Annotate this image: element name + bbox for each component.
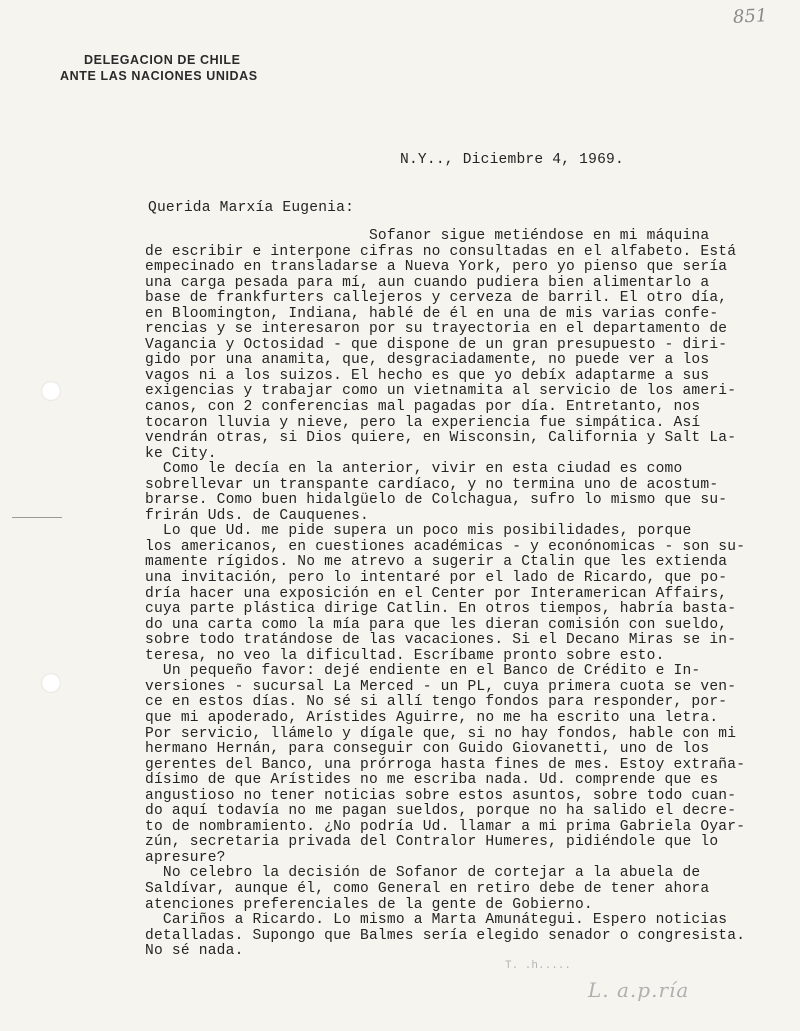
body-line: Vagancia y Octosidad - que dispone de un gran presupuesto - diri-: [145, 336, 728, 353]
body-line: base de frankfurters callejeros y cerveza de barril. El otro día,: [145, 290, 728, 307]
body-line: do una carta como la mía para que les dieran comisión con sueldo,: [145, 616, 728, 633]
body-line: que mi apoderado, Arístides Aguirre, no me ha escrito una letra.: [145, 709, 719, 726]
body-line: gerentes del Banco, una prórroga hasta fines de mes. Estoy extraña-: [145, 756, 746, 773]
body-line: cuya parte plástica dirige Catlin. En otros tiempos, habría basta-: [145, 601, 737, 618]
handwritten-signature: L. a.p.ría: [588, 978, 690, 1002]
body-line: vendrán otras, si Dios quiere, en Wisconsin, California y Salt La-: [145, 430, 737, 447]
body-line: rencias y se interesaron por su trayectoria en el departamento de: [145, 321, 728, 338]
punch-hole-top: [41, 381, 61, 401]
body-line: do aquí todavía no me pagan sueldos, porque no ha salido el decre-: [145, 803, 737, 820]
body-line: canos, con 2 conferencias mal pagadas por día. Entretanto, nos: [145, 399, 701, 416]
letter-body: [145, 229, 785, 960]
body-line: apresure?: [145, 849, 226, 866]
punch-hole-bottom: [41, 673, 61, 693]
salutation: Querida Marxía Eugenia:: [148, 200, 355, 216]
body-line: Como le decía en la anterior, vivir en esta ciudad es como: [145, 461, 683, 478]
body-line: Lo que Ud. me pide supera un poco mis posibilidades, porque: [145, 523, 692, 540]
body-line: versiones - sucursal La Merced - un PL, cuya primera cuota se ven-: [145, 678, 737, 695]
body-line: sobre todo tratándose de las vacaciones. Si el Decano Miras se in-: [145, 632, 737, 649]
typed-initials: T. .h.....: [505, 960, 572, 972]
body-line: los americanos, en cuestiones académicas - y econónomicas - son su-: [145, 538, 746, 555]
body-line: detalladas. Supongo que Balmes sería elegido senador o congresista.: [145, 927, 746, 944]
body-line: Un pequeño favor: dejé endiente en el Banco de Crédito e In-: [145, 663, 701, 680]
body-line: en Bloomington, Indiana, hablé de él en una de mis varias confe-: [145, 305, 719, 322]
body-line: una invitación, pero lo intentaré por el lado de Ricardo, que po-: [145, 570, 728, 587]
body-line: vagos ni a los suizos. El hecho es que yo debíx adaptarme a sus: [145, 367, 710, 384]
archive-number: 851: [732, 5, 768, 28]
body-line: Sofanor sigue metiéndose en mi máquina: [145, 228, 710, 244]
body-line: No sé nada.: [145, 943, 244, 960]
body-line: Por servicio, llámelo y dígale que, si no hay fondos, hable con mi: [145, 725, 737, 742]
body-line: teresa, no veo la dificultad. Escríbame pronto sobre esto.: [145, 647, 665, 664]
body-line: Cariños a Ricardo. Lo mismo a Marta Amunátegui. Espero noticias: [145, 912, 728, 929]
body-line: No celebro la decisión de Sofanor de cortejar a la abuela de: [145, 865, 701, 882]
body-line: empecinado en transladarse a Nueva York, pero yo pienso que sería: [145, 259, 728, 276]
body-line: atenciones preferenciales de la gente de Gobierno.: [145, 896, 593, 913]
letterhead-line-2: ANTE LAS NACIONES UNIDAS: [60, 69, 258, 83]
body-line: gido por una anamita, que, desgraciadamente, no puede ver a los: [145, 352, 710, 369]
body-line: Saldívar, aunque él, como General en retiro debe de tener ahora: [145, 880, 710, 897]
body-line: zún, secretaria privada del Contralor Humeres, pidiéndole que lo: [145, 834, 719, 851]
letterhead: [60, 52, 258, 84]
margin-mark: [12, 517, 62, 518]
letterhead-line-1: DELEGACION DE CHILE: [84, 53, 241, 67]
body-line: brarse. Como buen hidalgüelo de Colchagua, sufro lo mismo que su-: [145, 492, 728, 509]
body-line: mamente rígidos. No me atrevo a sugerir a Ctalin que les extienda: [145, 554, 728, 571]
body-line: dría hacer una exposición en el Center por Interamerican Affairs,: [145, 585, 728, 602]
body-line: exigencias y trabajar como un vietnamita al servicio de los ameri-: [145, 383, 737, 400]
body-line: ke City.: [145, 445, 217, 462]
body-line: tocaron lluvia y nieve, pero la experiencia fue simpática. Así: [145, 414, 701, 431]
body-line: ce en estos días. No sé si allí tengo fondos para responder, por-: [145, 694, 728, 711]
body-line: angustioso no tener noticias sobre estos asuntos, sobre todo cuan-: [145, 787, 737, 804]
body-line: una carga pesada para mí, aun cuando pudiera bien alimentarlo a: [145, 274, 710, 291]
body-line: sobrellevar un transpante cardíaco, y no termina uno de acostum-: [145, 476, 719, 493]
letter-date: N.Y.., Diciembre 4, 1969.: [400, 152, 624, 168]
body-line: de escribir e interpone cifras no consultadas en el alfabeto. Está: [145, 243, 737, 260]
body-line: frirán Uds. de Cauquenes.: [145, 507, 369, 524]
body-line: hermano Hernán, para conseguir con Guido Giovanetti, uno de los: [145, 741, 710, 758]
body-line: to de nombramiento. ¿No podría Ud. llamar a mi prima Gabriela Oyar-: [145, 818, 746, 835]
body-line: dísimo de que Arístides no me escriba nada. Ud. comprende que es: [145, 772, 719, 789]
